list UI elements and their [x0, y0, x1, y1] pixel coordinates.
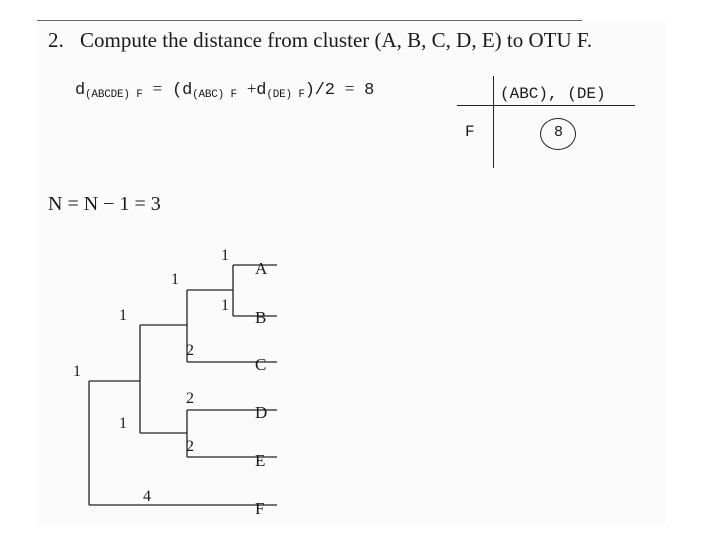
formula-plus: + — [246, 79, 257, 98]
branch-length-F: 4 — [143, 488, 151, 505]
problem-number: 2. — [48, 28, 64, 52]
branch-length-ABCDE: 1 — [73, 363, 81, 380]
formula-close: )/2 — [304, 81, 335, 100]
formula-result: 8 — [364, 81, 375, 100]
formula-term2-subscript: (DE) F — [266, 89, 305, 101]
formula-equals: = — [152, 79, 163, 98]
leaf-label-E: E — [255, 451, 266, 470]
branch-length-C: 2 — [186, 342, 194, 359]
formula-term1-subscript: (ABC) F — [192, 89, 237, 101]
branch-length-A: 1 — [221, 247, 229, 264]
matrix-column-header: (ABC), (DE) — [500, 85, 606, 103]
problem-text: Compute the distance from cluster (A, B, C, D, E) to OTU F. — [80, 28, 593, 52]
leaf-label-D: D — [255, 403, 268, 422]
branch-length-D: 2 — [186, 390, 194, 407]
leaf-label-B: B — [255, 308, 267, 327]
matrix-cell-value: 8 — [553, 124, 563, 141]
branch-length-E: 2 — [186, 438, 194, 455]
leaf-label-A: A — [255, 259, 268, 278]
dendrogram — [37, 20, 666, 525]
matrix-row-header: F — [465, 123, 475, 141]
leaf-label-F: F — [255, 499, 265, 518]
branch-length-B: 1 — [221, 297, 229, 314]
formula-term2-d: d — [256, 81, 267, 100]
branch-length-ABC: 1 — [119, 307, 127, 324]
formula-lhs-d: d — [75, 81, 86, 100]
formula-open: (d — [172, 81, 193, 100]
worksheet-page — [37, 20, 666, 525]
branch-length-AB: 1 — [171, 271, 179, 288]
n-update: N = N − 1 = 3 — [48, 193, 161, 215]
leaf-label-C: C — [255, 355, 267, 374]
formula-lhs-subscript: (ABCDE) F — [85, 89, 143, 101]
formula-result-equals: = — [344, 79, 355, 98]
branch-length-DE: 1 — [119, 415, 127, 432]
